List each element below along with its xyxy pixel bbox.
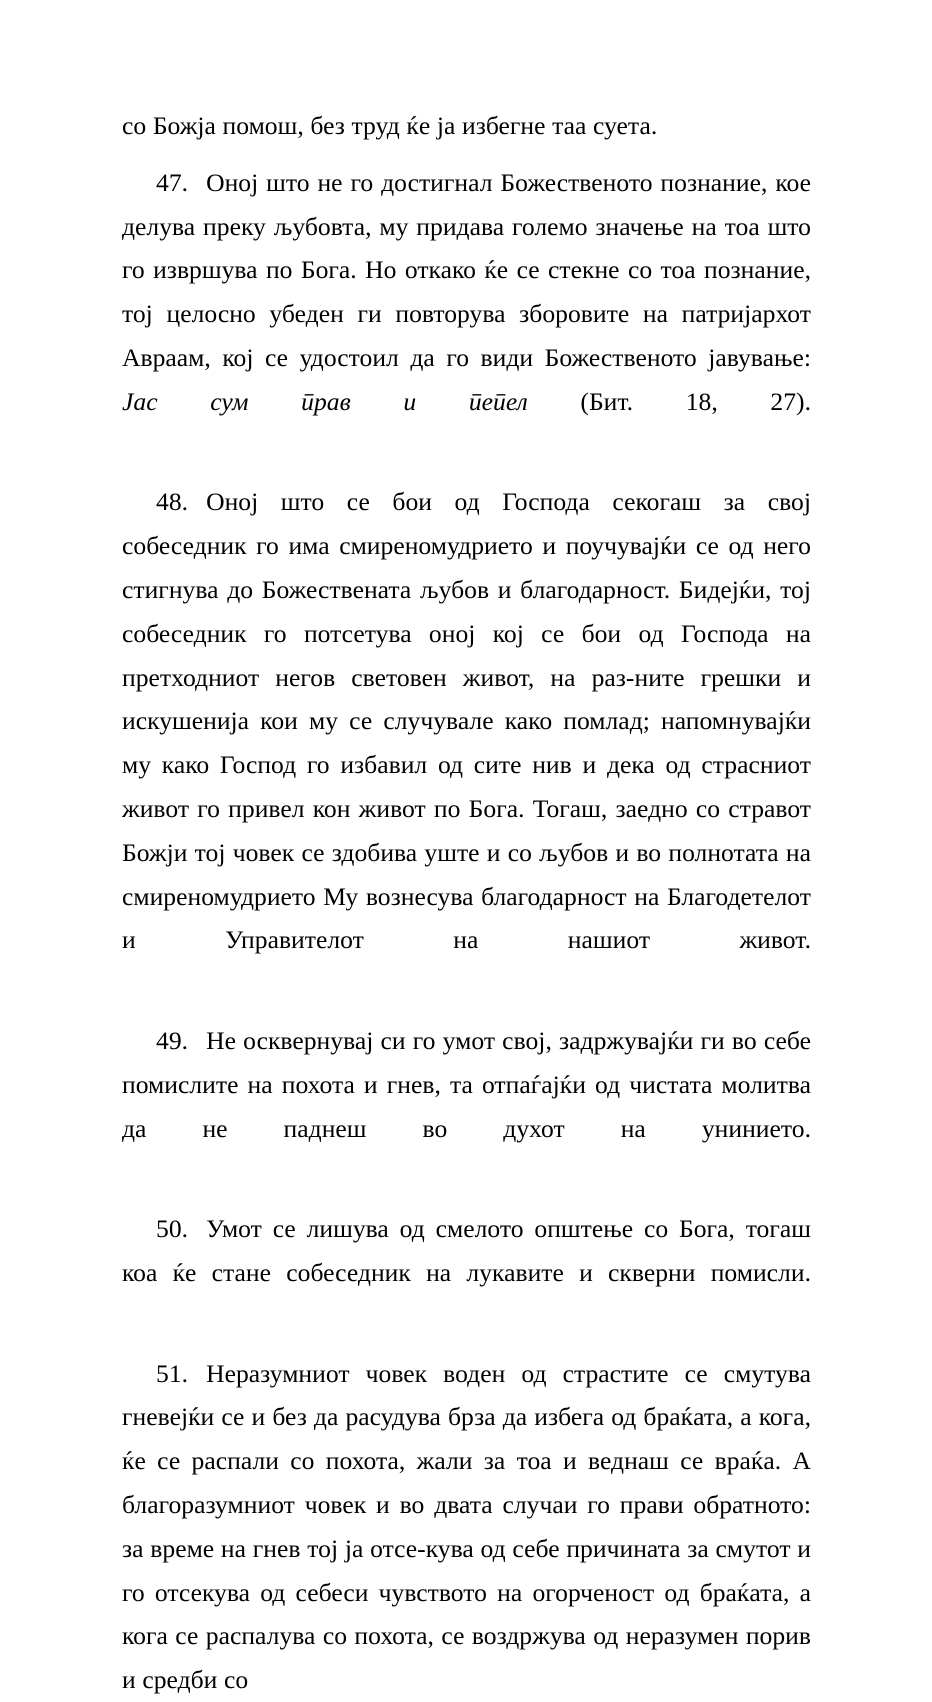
- section-51-text: Неразумниот човек воден од страстите се смутува гневејќи се и без да расудува брза да избега од браќата, а кога, ќе се распали со похота, жали за тоа и веднаш се враќа. А благоразумниот човек и во двата случаи го прави обратното: за време на гнев тој ја отсе-кува од себе причината за смутот и го отсекува од себеси чувството на огорченост од браќата, а кога се распалува со похота, се воздржува од неразумен порив и средби со: [122, 1358, 811, 1695]
- section-number-49: 49.: [156, 1025, 189, 1055]
- section-number-50: 50.: [156, 1214, 189, 1244]
- section-47-scripture-reference: (Бит. 18, 27).: [527, 386, 811, 416]
- section-number-47: 47.: [156, 167, 189, 197]
- paragraph-section-51: [122, 1352, 811, 1702]
- paragraph-continuation: со Божја помош, без труд ќе ја избегне таа суета.: [122, 111, 658, 140]
- paragraph-section-49: [122, 1019, 811, 1194]
- paragraph-section-47: [122, 161, 811, 468]
- scripture-quote-47: Јас сум прав и пепел: [122, 386, 528, 416]
- paragraph-section-48: [122, 480, 811, 1006]
- section-48-text: Оној што се бои од Господа секогаш за свој собеседник го има смиреномудрието и поучувајќи се од него стигнува до Божествената љубов и благодарност. Бидејќи, тој собеседник го потсетува оној кој се бои од Господа на претходниот негов световен живот, на раз-ните грешки и искушенија кои му се случувале како помлад; напомнувајќи му како Господ го избавил од сите нив и дека од страсниот живот го привел кон живот по Бога. Тогаш, заедно со стравот Божји тој човек се здобива уште и со љубов и во полнотата на смиреномудрието Му вознесува благодарност на Благодетелот и Управителот на нашиот живот.: [122, 487, 811, 955]
- section-50-text: Умот се лишува од смелото општење со Бога, тогаш коа ќе стане собеседник на лукавите и скверни помисли.: [122, 1214, 811, 1287]
- paragraph-section-50: [122, 1207, 811, 1338]
- section-number-51: 51.: [156, 1358, 189, 1388]
- section-49-text: Не осквернувај си го умот свој, задржувајќи ги во себе помислите на похота и гнев, та отпаѓајќи од чистата молитва да не паднеш во духот на унинието.: [122, 1025, 811, 1143]
- section-number-48: 48.: [156, 487, 189, 517]
- text-column: [122, 104, 811, 1702]
- section-47-text-before-quote: Оној што не го достигнал Божественото познание, кое делува преку љубовта, му придава големо значење на тоа што го извршува по Бога. Но откако ќе се стекне со тоа познание, тој целосно убеден ги повторува зборовите на патријархот Авраам, кој се удостоил да го види Божественото јавување:: [122, 167, 811, 372]
